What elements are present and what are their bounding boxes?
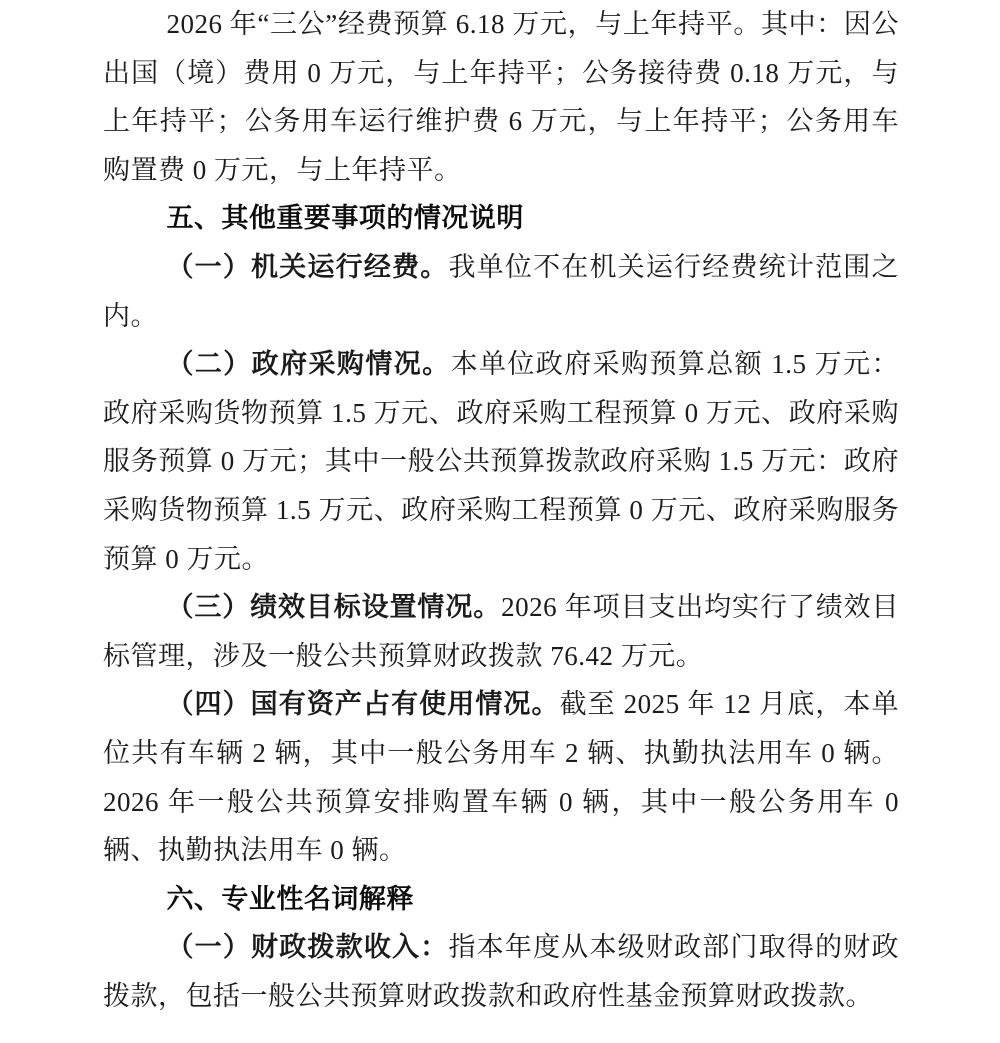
- paragraph-agency-operating-funds: [103, 243, 899, 340]
- paragraph-fiscal-appropriation-income: [103, 923, 899, 1020]
- item-text-performance-targets: 2026 年项目支出均实行了绩效目标管理，涉及一般公共预算财政拨款 76.42 万元。: [103, 592, 899, 671]
- item-label-agency-operating-funds: （一）机关运行经费。: [166, 251, 449, 282]
- section-heading-6-terminology: 六、专业性名词解释: [166, 883, 414, 914]
- paragraph-government-procurement: [103, 340, 899, 583]
- paragraph-state-owned-assets: [103, 680, 899, 874]
- item-text-agency-operating-funds: 我单位不在机关运行经费统计范围之内。: [103, 251, 900, 331]
- item-label-fiscal-appropriation-income: （一）财政拨款收入：: [166, 932, 449, 963]
- paragraph-three-public-expenses: 2026 年“三公”经费预算 6.18 万元，与上年持平。其中：因公出国（境）费用 0 万元，与上年持平；公务接待费 0.18 万元，与上年持平；公务用车运行维护费 6 万元，与上年持平；公务用车购置费 0 万元，与上年持平。: [103, 9, 899, 185]
- document-content: [103, 0, 899, 1020]
- item-text-fiscal-appropriation-income: 指本年度从本级财政部门取得的财政拨款，包括一般公共预算财政拨款和政府性基金预算财政拨款。: [103, 932, 900, 1011]
- item-label-government-procurement: （二）政府采购情况。: [166, 349, 451, 380]
- section-heading-5-other-important-matters: 五、其他重要事项的情况说明: [166, 203, 524, 234]
- item-text-state-owned-assets: 截至 2025 年 12 月底，本单位共有车辆 2 辆，其中一般公务用车 2 辆、执勤执法用车 0 辆。2026 年一般公共预算安排购置车辆 0 辆，其中一般公务用车 0 辆、执勤执法用车 0 辆。: [103, 689, 900, 866]
- item-label-performance-targets: （三）绩效目标设置情况。: [166, 592, 502, 623]
- item-label-state-owned-assets: （四）国有资产占有使用情况。: [166, 689, 560, 720]
- item-text-government-procurement: 本单位政府采购预算总额 1.5 万元：政府采购货物预算 1.5 万元、政府采购工程预算 0 万元、政府采购服务预算 0 万元；其中一般公共预算拨款政府采购 1.5 万元：政府采购货物预算 1.5 万元、政府采购工程预算 0 万元、政府采购服务预算 0 万元。: [103, 349, 899, 574]
- paragraph-performance-targets: [103, 583, 899, 680]
